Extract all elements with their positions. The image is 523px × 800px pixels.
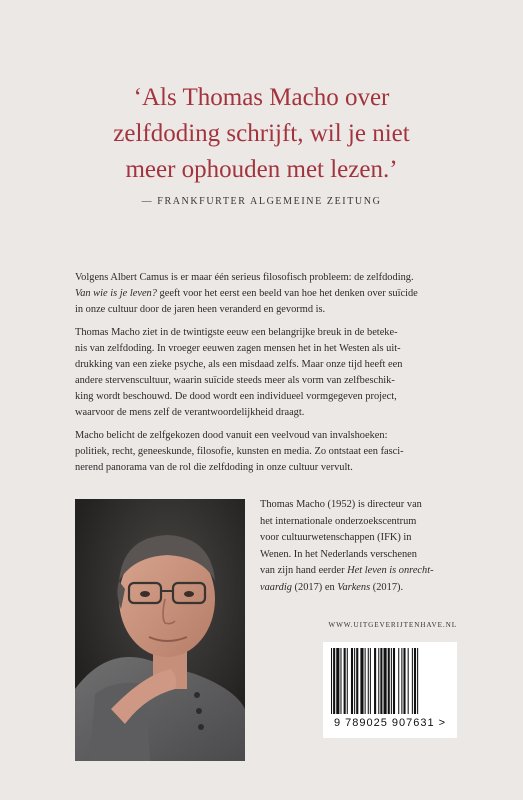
barcode-bar	[414, 648, 416, 714]
description-line: Volgens Albert Camus is er maar één serieus filosofisch probleem: de zelfdoding.	[75, 272, 414, 283]
bio-line: het internationale onderzoekscentrum	[260, 515, 417, 527]
pull-quote	[60, 80, 463, 188]
quote-line-2: zelfdoding schrijft, wil je niet	[113, 120, 410, 147]
barcode-bar	[408, 648, 409, 714]
barcode-bar	[384, 648, 387, 714]
barcode-bar	[393, 648, 395, 714]
description-line: andere stervenscultuur, waarin suïcide steeds meer als vorm van zelfbeschik-	[75, 375, 395, 386]
barcode-bar	[351, 648, 353, 714]
quote-line-3: meer ophouden met lezen.’	[125, 156, 398, 183]
barcode-bar	[374, 648, 376, 714]
barcode-bar	[336, 648, 339, 714]
bio-text: van zijn hand eerder	[260, 565, 348, 576]
description-line: nis van zelfdoding. In vroeger eeuwen zagen mensen het in het Westen als uit-	[75, 343, 401, 354]
description-paragraph-1	[75, 270, 449, 318]
bio-line: Wenen. In het Nederlands verschenen	[260, 548, 417, 560]
barcode-bar	[388, 648, 390, 714]
description-line: waarvoor de mens zelf de verantwoordelijkheid draagt.	[75, 407, 305, 418]
barcode-bar	[398, 648, 399, 714]
description-paragraph-3	[75, 428, 449, 476]
barcode-bar	[380, 648, 382, 714]
barcode-bar	[333, 648, 335, 714]
barcode-bar	[340, 648, 341, 714]
book-title-inline: Het leven is onrecht-	[347, 565, 434, 576]
description-line	[75, 286, 449, 302]
description-line: Macho belicht de zelfgekozen dood vanuit een veelvoud van invalshoeken:	[75, 430, 388, 441]
description-line: politiek, recht, geneeskunde, filosofie, kunsten en media. Zo ontstaat een fasci-	[75, 446, 404, 457]
publisher-website: WWW.UITGEVERIJTENHAVE.NL	[328, 621, 457, 629]
bio-line	[260, 563, 450, 580]
barcode-bar	[403, 648, 405, 714]
bio-text: (2017) en	[291, 581, 338, 593]
quote-attribution: — FRANKFURTER ALGEMEINE ZEITUNG	[141, 196, 382, 207]
barcode-bar	[354, 648, 355, 714]
author-portrait-image	[75, 499, 245, 761]
book-title-inline: vaardig	[260, 581, 292, 593]
barcode-bar	[417, 648, 418, 714]
barcode-bar	[412, 648, 413, 714]
author-photo	[75, 499, 245, 761]
bio-line: voor cultuurwetenschappen (IFK) in	[260, 532, 412, 543]
description-line: in onze cultuur door de jaren heen veranderd en gevormd is.	[75, 304, 326, 315]
book-title-inline: Van wie is je leven?	[75, 288, 157, 299]
barcode-bar	[347, 648, 348, 714]
barcode-bar	[360, 648, 363, 714]
description-text: geeft voor het eerst een beeld van hoe het denken over suïcide	[156, 288, 418, 299]
bio-line	[260, 580, 450, 597]
bio-line: Thomas Macho (1952) is directeur van	[260, 499, 422, 510]
barcode-bar	[368, 648, 369, 714]
barcode-bar	[370, 648, 371, 714]
book-description	[75, 270, 449, 483]
barcode-bar	[378, 648, 379, 714]
description-line: Thomas Macho ziet in de twintigste eeuw een belangrijke breuk in de beteke-	[75, 327, 398, 338]
barcode-bar	[344, 648, 346, 714]
description-paragraph-2	[75, 325, 449, 421]
barcode-bar	[365, 648, 366, 714]
bio-text: (2017).	[370, 581, 404, 593]
barcode-bar	[356, 648, 358, 714]
barcode-bar	[331, 648, 332, 714]
book-title-inline: Varkens	[337, 581, 371, 593]
isbn-barcode	[323, 642, 457, 738]
barcode-bar	[401, 648, 402, 714]
barcode-bar	[391, 648, 392, 714]
isbn-digits: 9 789025 907631 >	[333, 717, 447, 729]
description-line: nerend panorama van de rol die zelfdoding in onze cultuur vervult.	[75, 462, 353, 473]
description-line: king wordt beschouwd. De dood wordt een individueel vormgegeven project,	[75, 391, 397, 402]
description-line: drukking van een zieke psyche, als een misdaad zelfs. Maar onze tijd heeft een	[75, 359, 403, 370]
quote-line-1: ‘Als Thomas Macho over	[133, 84, 390, 111]
author-bio	[260, 497, 450, 596]
